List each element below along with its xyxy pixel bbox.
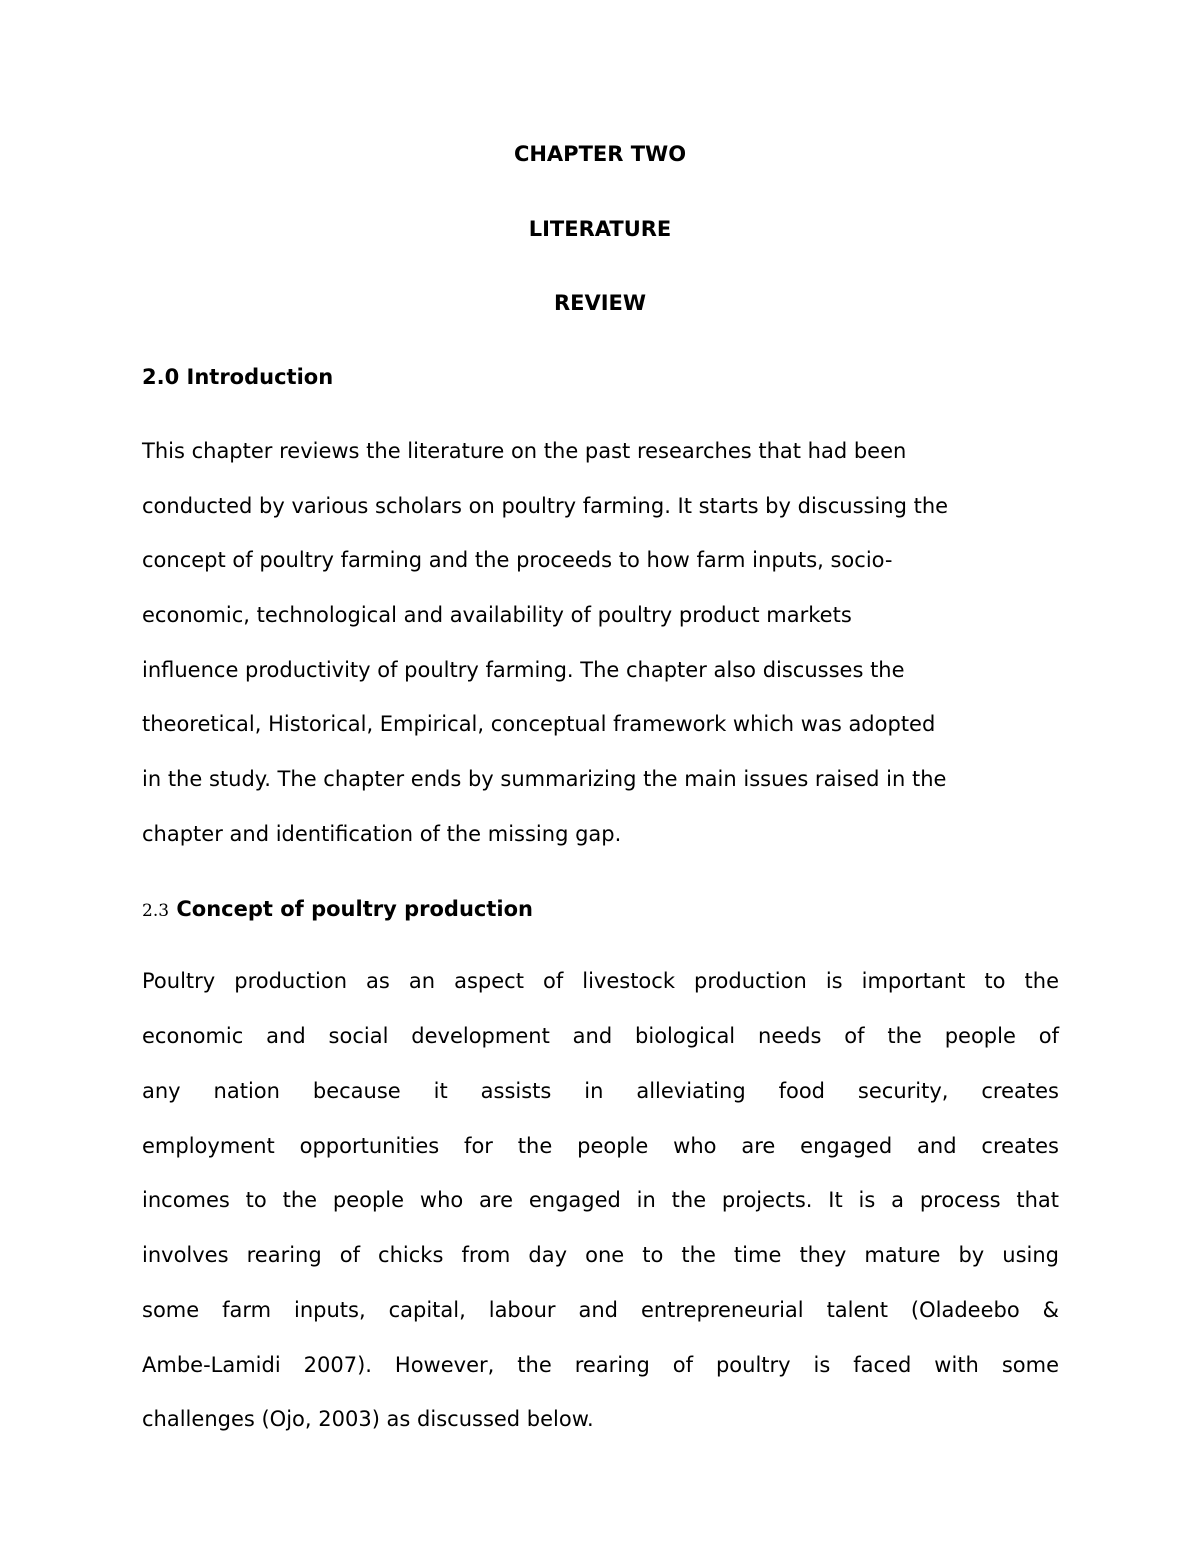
paragraph-line: Poultry production as an aspect of livestock production is important to the: [142, 969, 1059, 993]
concept-heading: [142, 896, 533, 924]
paragraph-line: theoretical, Historical, Empirical, conceptual framework which was adopted: [142, 712, 936, 736]
section-title: Concept of poultry production: [176, 897, 533, 921]
paragraph-line: employment opportunities for the people who are engaged and creates: [142, 1134, 1059, 1158]
paragraph-line: influence productivity of poultry farming. The chapter also discusses the: [142, 658, 905, 682]
paragraph-line: economic and social development and biological needs of the people of: [142, 1024, 1059, 1048]
paragraph-line: any nation because it assists in alleviating food security, creates: [142, 1079, 1059, 1103]
paragraph-line: concept of poultry farming and the proceeds to how farm inputs, socio-: [142, 548, 893, 572]
paragraph-line: economic, technological and availability of poultry product markets: [142, 603, 852, 627]
chapter-title-line-2: REVIEW: [553, 291, 647, 315]
paragraph-line: some farm inputs, capital, labour and entrepreneurial talent (Oladeebo &: [142, 1298, 1059, 1322]
paragraph-line: incomes to the people who are engaged in the projects. It is a process that: [142, 1188, 1059, 1212]
paragraph-line: involves rearing of chicks from day one to the time they mature by using: [142, 1243, 1059, 1267]
paragraph-line: Ambe-Lamidi 2007). However, the rearing of poultry is faced with some: [142, 1353, 1059, 1377]
chapter-title-line-1: LITERATURE: [528, 217, 672, 241]
chapter-number-heading: CHAPTER TWO: [513, 142, 687, 166]
paragraph-line: conducted by various scholars on poultry farming. It starts by discussing the: [142, 494, 949, 518]
introduction-heading: 2.0 Introduction: [142, 365, 334, 389]
paragraph-line: This chapter reviews the literature on the past researches that had been: [142, 439, 907, 463]
section-number: 2.3: [142, 901, 170, 921]
paragraph-line: in the study. The chapter ends by summarizing the main issues raised in the: [142, 767, 947, 791]
paragraph-line: challenges (Ojo, 2003) as discussed below.: [142, 1407, 594, 1431]
paragraph-line: chapter and identification of the missing gap.: [142, 822, 622, 846]
